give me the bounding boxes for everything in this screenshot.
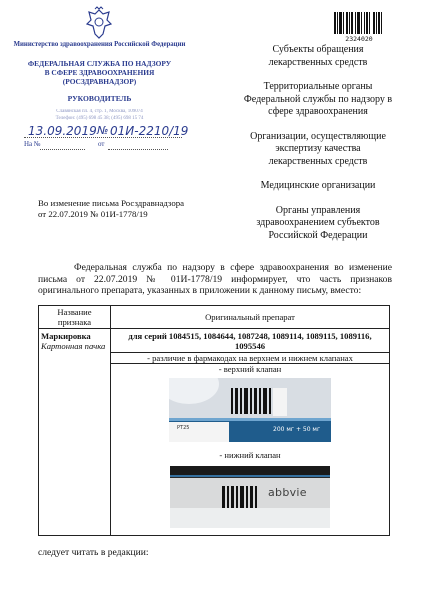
bar xyxy=(255,486,257,508)
recipient-block xyxy=(228,205,408,243)
series-list: для серий 1084515, 1084644, 1087248, 1089114, 1089115, 1089116, 1095546 xyxy=(111,329,389,353)
bar xyxy=(343,12,344,34)
bar xyxy=(250,486,253,508)
bar xyxy=(339,12,342,34)
subject-line2: от 22.07.2019 № 01И-1778/19 xyxy=(38,209,148,219)
bar xyxy=(227,486,229,508)
difference-note: - различие в фармакодах на верхнем и нижнем клапанах xyxy=(111,353,389,364)
position-title: РУКОВОДИТЕЛЬ xyxy=(67,94,132,103)
bar xyxy=(357,12,360,34)
bar xyxy=(269,388,271,414)
lower-flap-photo xyxy=(170,466,330,528)
reference-date-label: от xyxy=(98,140,105,148)
reference-number-label: На № xyxy=(24,140,41,148)
upper-flap-photo xyxy=(169,378,331,442)
bar xyxy=(240,486,244,508)
bar xyxy=(263,388,267,414)
phone-line: Телефон: (495) 698 45 38; (495) 698 15 74 xyxy=(55,116,144,121)
registration-number: 01И-2210/19 xyxy=(110,124,189,138)
recipient-block xyxy=(228,44,408,69)
recipient-line: лекарственных средств xyxy=(268,56,368,68)
bar xyxy=(355,12,356,34)
agency-name-line1: ФЕДЕРАЛЬНАЯ СЛУЖБА ПО НАДЗОРУ xyxy=(27,59,172,68)
upper-photo-code: PT25 xyxy=(177,425,190,431)
bar xyxy=(346,12,348,34)
bar xyxy=(337,12,338,34)
recipient-line: Медицинские организации xyxy=(260,180,376,191)
recipient-line: Федеральной службы по надзору в xyxy=(243,93,393,105)
bar xyxy=(349,12,350,34)
agency-name-line2: В СФЕРЕ ЗДРАВООХРАНЕНИЯ xyxy=(44,68,155,77)
registration-date: 13.09.2019 xyxy=(28,124,97,138)
header-feature-name: Название признака xyxy=(39,306,111,329)
recipient-line: Организации, осуществляющие xyxy=(250,130,386,142)
bar xyxy=(231,486,234,508)
coat-of-arms-emblem xyxy=(85,6,113,40)
recipient-block xyxy=(228,81,408,119)
recipient-line: здравоохранением субъектов xyxy=(256,217,380,228)
bar xyxy=(373,12,375,34)
bar xyxy=(222,486,225,508)
registration-underline xyxy=(24,137,182,138)
lower-photo-brand: abbvie xyxy=(268,486,307,499)
bar xyxy=(369,12,370,34)
recipient-line: экспертизу качества xyxy=(275,143,361,154)
upper-photo-dose: 200 мг + 50 мг xyxy=(273,426,321,433)
recipient-block xyxy=(228,131,408,169)
header-original-drug: Оригинальный препарат xyxy=(111,306,390,329)
bar xyxy=(231,388,233,414)
lower-flap-caption: - нижний клапан xyxy=(219,450,281,460)
bar xyxy=(364,12,365,34)
address-line: Славянская пл. 4, стр. 1, Москва, 109074 xyxy=(56,109,143,114)
bar xyxy=(351,12,353,34)
recipient-line: сфере здравоохранения xyxy=(268,106,368,117)
upper-flap-caption: - верхний клапан xyxy=(218,364,282,374)
recipient-line: Российской Федерации xyxy=(268,229,368,241)
recipient-line: Субъекты обращения xyxy=(272,44,364,55)
bar xyxy=(334,12,336,34)
bar xyxy=(240,388,242,414)
recipient-block xyxy=(228,180,408,193)
recipient-line: Органы управления xyxy=(275,204,361,216)
bar xyxy=(259,388,261,414)
registration-number-sign: № xyxy=(97,124,109,137)
barcode-number: 2324020 xyxy=(345,35,373,43)
barcode-image xyxy=(334,12,384,34)
pharmacode-bars xyxy=(222,486,260,508)
comparison-table xyxy=(38,305,390,536)
row-label-marking: Маркировка xyxy=(41,331,91,341)
body-paragraph: Федеральная служба по надзору в сфере здравоохранения во изменение письма от 22.07.2019 № 01И-1778/19 информирует, что часть признаков оригинального препарата, указанных в приложении к данному письму, вместо: xyxy=(38,262,392,296)
bar xyxy=(246,486,248,508)
pharmacode-bars xyxy=(231,388,273,414)
bar xyxy=(236,486,238,508)
agency-short-name: (РОСЗДРАВНАДЗОР) xyxy=(62,77,137,86)
reference-date-line xyxy=(108,149,168,150)
bar xyxy=(366,12,368,34)
bar xyxy=(254,388,257,414)
recipient-line: Территориальные органы xyxy=(263,81,373,92)
bar xyxy=(378,12,380,34)
bar xyxy=(244,388,248,414)
bar xyxy=(235,388,238,414)
reference-number-line xyxy=(40,149,85,150)
bar xyxy=(376,12,377,34)
bar xyxy=(381,12,382,34)
ministry-name: Министерство здравоохранения Российской Федерации xyxy=(13,41,186,48)
footer-text: следует читать в редакции: xyxy=(38,547,149,558)
subject-line1: Во изменение письма Росздравнадзора xyxy=(38,198,185,208)
recipient-line: лекарственных средств xyxy=(268,155,368,167)
row-sublabel-carton: Картонная пачка xyxy=(41,341,106,351)
bar xyxy=(250,388,252,414)
bar xyxy=(361,12,362,34)
